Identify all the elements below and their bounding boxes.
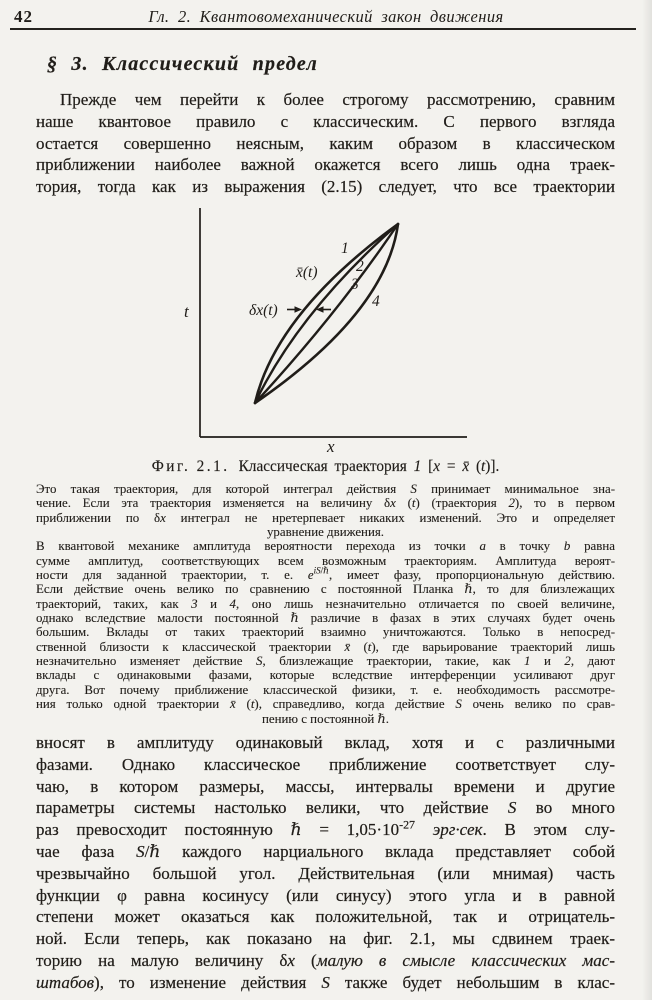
text-line: Прежде чем перейти к более строгому рассмотрению, сравним bbox=[60, 90, 615, 109]
text-line: чае фаза S/ℏ каждого нарциального вклада представляет собой bbox=[36, 841, 615, 861]
section-title: § 3. Классический предел bbox=[47, 53, 318, 75]
text-line: фазами. Однако классическое приближение соответствует слу- bbox=[36, 754, 615, 774]
text-line: раз превосходит постоянную ℏ = $1,05\cdot 10^{-27}$ эрг·сек. В этом слу- bbox=[36, 817, 616, 840]
trajectory-diagram bbox=[168, 203, 480, 455]
text-line: степени может оказаться как положительной, так и отрицатель- bbox=[36, 907, 615, 927]
text-line: штабов), то изменение действия S также будет небольшим в клас- bbox=[36, 972, 615, 992]
text-line: незначительно изменяет действие S, близлежащие траектории, такие, как 1 и 2, дают bbox=[36, 654, 615, 669]
text-line: пению с постоянной ℏ. bbox=[261, 711, 390, 726]
header-rule bbox=[10, 28, 636, 30]
text-line: тория, тогда как из выражения (2.15) следует, что все траектории bbox=[36, 177, 615, 197]
text-line: Это такая траектория, для которой интеграл действия S принимает минимальное зна- bbox=[36, 482, 615, 496]
mean-trajectory-label: x̄(t) bbox=[296, 264, 318, 281]
figure-caption-text: Классическая траектория 1 [x = x̄ (t)]. bbox=[238, 458, 500, 475]
text-line: чрезвычайно большой угол. Действительная (или мнимая) часть bbox=[36, 863, 615, 883]
text-line: сумме амплитуд, соответствующих всем возможным траекториям. Амплитуда вероят- bbox=[36, 553, 615, 568]
paragraph-main bbox=[36, 732, 615, 994]
text-line: приближении по δx интеграл не нретерпевает никаких изменений. Это и определяет bbox=[36, 510, 615, 525]
text-line: друга. Вот почему приближение классической физики, т. е. необходимость рассмотре- bbox=[36, 682, 615, 697]
axis-label-t: t bbox=[184, 302, 189, 321]
text-line: чение. Если эта траектория изменяется на величину δx (t) (траектория 2), то в первом bbox=[36, 496, 616, 511]
curve-label-2: 2 bbox=[356, 258, 364, 275]
text-line: большим. Вклады от таких траекторий взаимно уничтожаются. Только в непосред- bbox=[36, 625, 615, 640]
text-line: вклады с одинаковыми фазами, которые вследствие интерференции усиливают друг bbox=[36, 668, 615, 683]
text-line: остается совершенно неясным, каким образом в классическом bbox=[36, 133, 615, 153]
curve-label-3: 3 bbox=[351, 276, 359, 293]
text-line: наше квантовое правило с классическим. С первого взгляда bbox=[36, 111, 615, 131]
running-head-title: Гл. 2. Квантовомеханический закон движения bbox=[148, 7, 504, 26]
text-line: ности для заданной траектории, т. е. $e^{iS/\hbar}$, имеет фазу, пропорциональную действию. bbox=[36, 565, 615, 583]
text-line: ной. Если теперь, как показано на фиг. 2.1, мы сдвинем траек- bbox=[36, 929, 615, 949]
text-line: ния только одной траектории x̄ (t), справедливо, когда действие S очень велико по срав- bbox=[36, 697, 615, 712]
text-line: траекторий, таких, как 3 и 4, оно лишь незначительно отличается по своей величине, bbox=[36, 596, 615, 611]
page-number: 42 bbox=[14, 7, 33, 26]
text-line: вносят в амплитуду одинаковый вклад, хотя и с различными bbox=[36, 733, 615, 752]
text-line: приближении наиболее важной окажется всего лишь одна траек- bbox=[36, 155, 615, 175]
text-line: уравнение движения. bbox=[266, 525, 384, 540]
curve-label-1: 1 bbox=[341, 240, 349, 257]
figure-note bbox=[36, 482, 615, 726]
axis-label-x: x bbox=[327, 437, 335, 455]
text-line: параметры системы настолько велики, что действие S во много bbox=[36, 798, 615, 818]
text-line: функции φ равна косинусу (или синусу) этого угла и в равной bbox=[36, 885, 615, 905]
figure-caption-number: Фиг. 2.1. bbox=[151, 458, 230, 475]
text-line: ственной близости к классической траектории x̄ (t), где варьирование траекторий лишь bbox=[36, 639, 615, 654]
variation-label: δx(t) bbox=[249, 302, 278, 319]
text-line: чаю, в котором размеры, массы, интервалы времени и другие bbox=[36, 776, 615, 796]
figure-caption bbox=[36, 458, 615, 476]
text-line: однако вследствие малости постоянной ℏ различие в фазах в этих случаях будет очень bbox=[36, 611, 615, 626]
text-line: Если действие очень велико по сравнению с постоянной Планка ℏ, то для близлежащих bbox=[36, 582, 615, 597]
paragraph-intro bbox=[36, 89, 615, 198]
text-line: торию на малую величину δx (малую в смысле классических мас- bbox=[36, 950, 615, 970]
text-line: В квантовой механике амплитуда вероятности перехода из точки a в точку b равна bbox=[36, 539, 615, 554]
curve-label-4: 4 bbox=[372, 293, 380, 310]
